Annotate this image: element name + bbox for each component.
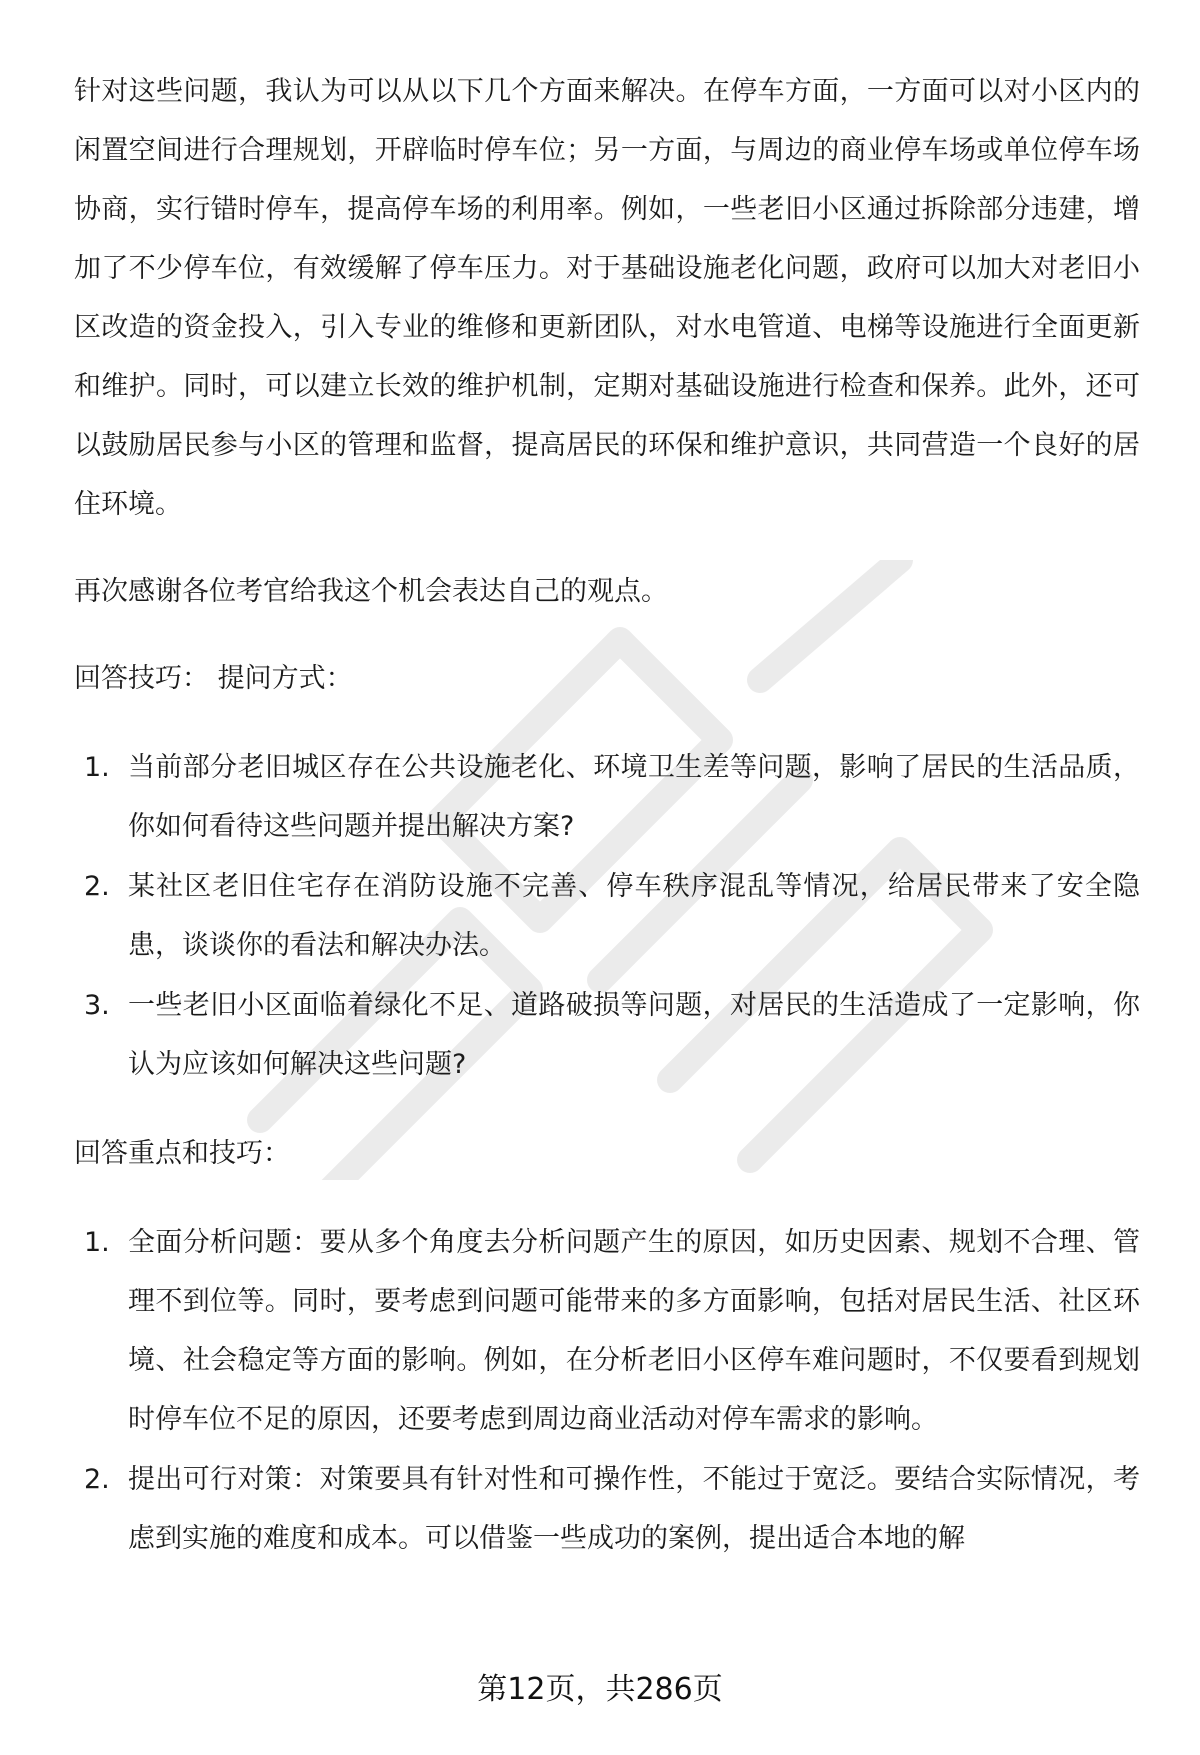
- list-item-text: 一些老旧小区面临着绿化不足、道路破损等问题，对居民的生活造成了一定影响，你认为应该如何解决这些问题?: [128, 990, 1140, 1080]
- list-number: 2.: [84, 871, 110, 902]
- list-number: 2.: [84, 1464, 110, 1495]
- questions-heading: 回答技巧： 提问方式：: [74, 663, 353, 694]
- questions-list: [74, 738, 1140, 1094]
- page-footer: 第12页，共286页: [477, 1672, 723, 1707]
- tips-list: [74, 1213, 1140, 1568]
- list-item: [74, 976, 1140, 1094]
- tips-heading: 回答重点和技巧：: [74, 1138, 290, 1169]
- list-item: [74, 1213, 1140, 1449]
- list-item-text: 某社区老旧住宅存在消防设施不完善、停车秩序混乱等情况，给居民带来了安全隐患，谈谈你的看法和解决办法。: [128, 871, 1140, 961]
- list-item: [74, 738, 1140, 856]
- list-number: 3.: [84, 990, 110, 1021]
- list-item-text: 全面分析问题：要从多个角度去分析问题产生的原因，如历史因素、规划不合理、管理不到位等。同时，要考虑到问题可能带来的多方面影响，包括对居民生活、社区环境、社会稳定等方面的影响。例如，在分析老旧小区停车难问题时，不仅要看到规划时停车位不足的原因，还要考虑到周边商业活动对停车需求的影响。: [128, 1227, 1140, 1435]
- list-number: 1.: [84, 1227, 110, 1258]
- list-item: [74, 857, 1140, 975]
- document-body: [74, 62, 1140, 1598]
- list-item-text: 当前部分老旧城区存在公共设施老化、环境卫生差等问题，影响了居民的生活品质，你如何看待这些问题并提出解决方案?: [128, 752, 1140, 842]
- list-item-text: 提出可行对策：对策要具有针对性和可操作性，不能过于宽泛。要结合实际情况，考虑到实施的难度和成本。可以借鉴一些成功的案例，提出适合本地的解: [128, 1464, 1140, 1554]
- thanks-paragraph: 再次感谢各位考官给我这个机会表达自己的观点。: [74, 576, 668, 607]
- intro-paragraph: 针对这些问题，我认为可以从以下几个方面来解决。在停车方面，一方面可以对小区内的闲置空间进行合理规划，开辟临时停车位；另一方面，与周边的商业停车场或单位停车场协商，实行错时停车，提高停车场的利用率。例如，一些老旧小区通过拆除部分违建，增加了不少停车位，有效缓解了停车压力。对于基础设施老化问题，政府可以加大对老旧小区改造的资金投入，引入专业的维修和更新团队，对水电管道、电梯等设施进行全面更新和维护。同时，可以建立长效的维护机制，定期对基础设施进行检查和保养。此外，还可以鼓励居民参与小区的管理和监督，提高居民的环保和维护意识，共同营造一个良好的居住环境。: [74, 76, 1140, 520]
- list-item: [74, 1450, 1140, 1568]
- list-number: 1.: [84, 752, 110, 783]
